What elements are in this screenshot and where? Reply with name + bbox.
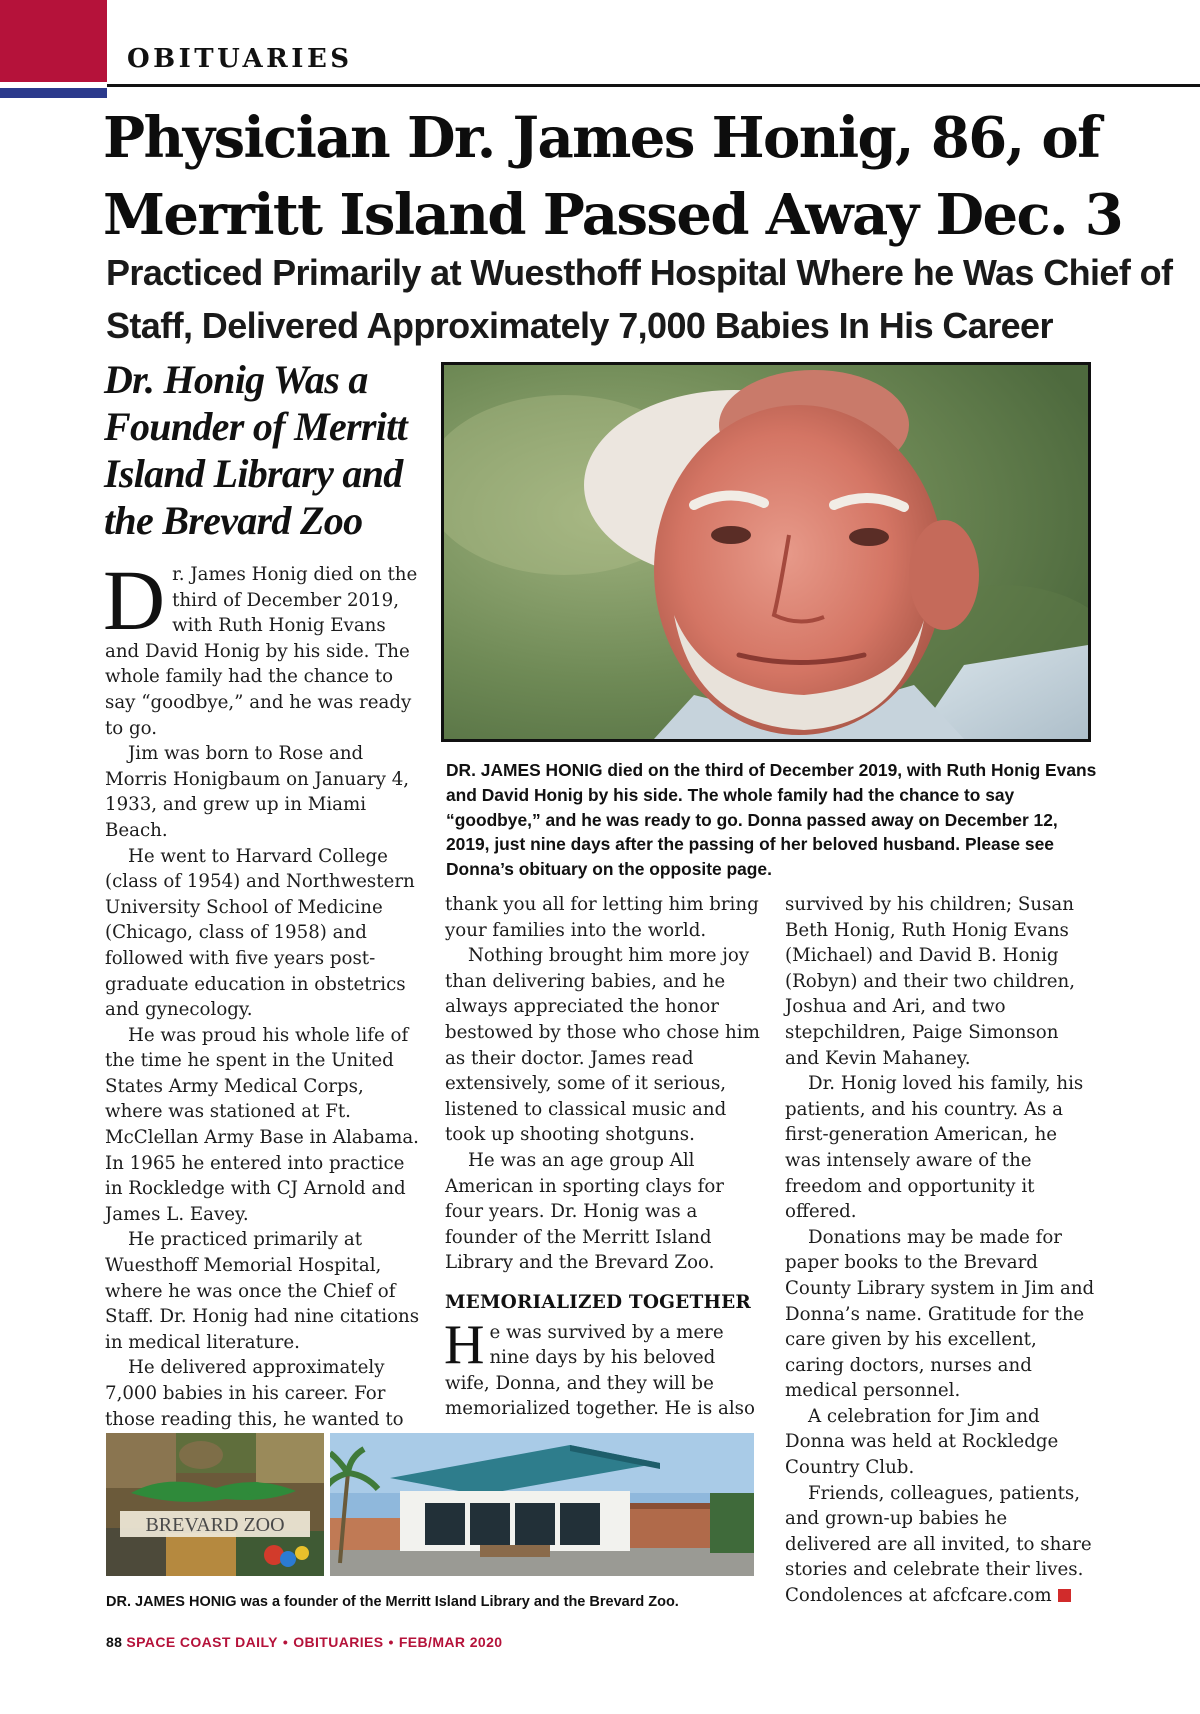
- article-paragraph: He was proud his whole life of the time he spent in the United States Army Medical Corps, where was stationed at Ft. McClellan Army Base in Alabama. In 1965 he entered into practice in Rockledge with CJ Arnold and James L. Eavey.: [105, 1024, 419, 1225]
- zoo-logo-text: BREVARD ZOO: [145, 1514, 285, 1536]
- section-label: OBITUARIES: [127, 44, 353, 74]
- header-rule: [107, 84, 1200, 87]
- article-paragraph: Jim was born to Rose and Morris Honigbaum on January 4, 1933, and grew up in Miami Beach.: [105, 743, 410, 841]
- brevard-zoo-photo: [106, 1433, 324, 1576]
- dropcap: H: [444, 1313, 485, 1376]
- end-mark-icon: [1058, 1589, 1071, 1602]
- portrait-illustration: [444, 365, 1088, 739]
- deck: Dr. Honig Was a Founder of Merritt Island Library and the Brevard Zoo: [104, 357, 408, 543]
- footer-publication: SPACE COAST DAILY: [126, 1634, 278, 1650]
- photo-caption-bottom: DR. JAMES HONIG was a founder of the Merritt Island Library and the Brevard Zoo.: [106, 1594, 679, 1610]
- article-paragraph: He delivered approximately 7,000 babies in his career. For those reading this, he wanted to: [105, 1357, 404, 1430]
- article-column-2: [445, 892, 763, 1422]
- article-paragraph: Dr. Honig loved his family, his patients, and his country. As a first-generation American, he was intensely aware of the freedom and opportunity it offered.: [785, 1073, 1084, 1223]
- article-paragraph: He went to Harvard College (class of 1954) and Northwestern University School of Medicine (Chicago, class of 1958) and followed with five years post-graduate education in obstetrics and gynecology.: [105, 845, 415, 1021]
- article-paragraph: Nothing brought him more joy than delivering babies, and he always appreciated the honor bestowed by those who chose him as their doctor. James read extensively, some of it serious, listened to classical music and took up shooting shotguns.: [445, 945, 760, 1146]
- dropcap: D: [103, 552, 166, 648]
- article-paragraph: He practiced primarily at Wuesthoff Memorial Hospital, where he was once the Chief of Staff. Dr. Honig had nine citations in medical literature.: [105, 1229, 420, 1353]
- article-paragraph: [444, 1313, 763, 1422]
- header-corner-blue-bar: [0, 88, 107, 98]
- footer-separator: •: [282, 1634, 289, 1650]
- library-building-illustration: [330, 1433, 754, 1576]
- zoo-collage-illustration: [106, 1433, 324, 1576]
- page-number: 88: [106, 1634, 123, 1650]
- article-column-1: [103, 552, 423, 1432]
- article-paragraph: He was an age group All American in sporting clays for four years. Dr. Honig was a founder of the Merritt Island Library and the Brevard Zoo.: [445, 1149, 724, 1274]
- page-footer: [106, 1632, 502, 1652]
- portrait-photo: [441, 362, 1091, 742]
- paragraph-text: e was survived by a mere nine days by his beloved wife, Donna, and they will be memorialized together. He is also: [445, 1321, 755, 1420]
- footer-separator: •: [388, 1634, 394, 1650]
- footer-section: OBITUARIES: [293, 1634, 384, 1650]
- subhead: Practiced Primarily at Wuesthoff Hospital Where he Was Chief of Staff, Delivered Approximately 7,000 Babies In His Career: [106, 252, 1173, 346]
- article-paragraph: thank you all for letting him bring your families into the world.: [445, 894, 759, 941]
- paragraph-text: Friends, colleagues, patients, and grown-up babies he delivered are all invited, to share stories and celebrate their lives. Condolences at afcfcare.com: [785, 1482, 1092, 1607]
- article-paragraph: A celebration for Jim and Donna was held at Rockledge Country Club.: [785, 1405, 1059, 1479]
- article-column-3: [785, 892, 1097, 1609]
- article-paragraph: [103, 552, 423, 741]
- headline: Physician Dr. James Honig, 86, of Merritt Island Passed Away Dec. 3: [103, 105, 1123, 248]
- subsection-heading: MEMORIALIZED TOGETHER: [445, 1291, 752, 1313]
- paragraph-text: r. James Honig died on the third of December 2019, with Ruth Honig Evans and David Honig by his side. The whole family had the chance to say “goodbye,” and he was ready to go.: [105, 564, 418, 739]
- photo-caption: DR. JAMES HONIG died on the third of December 2019, with Ruth Honig Evans and David Honig by his side. The whole family had the chance to say “goodbye,” and he was ready to go. Donna passed away on December 12, 2019, just nine days after the passing of her beloved husband. Please see Donna’s obituary on the opposite page.: [446, 760, 1097, 880]
- header-corner-red-block: [0, 0, 107, 82]
- footer-issue: FEB/MAR 2020: [398, 1634, 503, 1650]
- article-paragraph: survived by his children; Susan Beth Honig, Ruth Honig Evans (Michael) and David B. Honig (Robyn) and their two children, Joshua and Ari, and two stepchildren, Paige Simonson and Kevin Mahaney.: [785, 894, 1076, 1069]
- article-paragraph: Donations may be made for paper books to the Brevard County Library system in Jim and Donna’s name. Gratitude for the care given by his excellent, caring doctors, nurses and medical personnel.: [785, 1226, 1095, 1402]
- article-paragraph: [785, 1481, 1097, 1609]
- merritt-island-library-photo: [330, 1433, 754, 1576]
